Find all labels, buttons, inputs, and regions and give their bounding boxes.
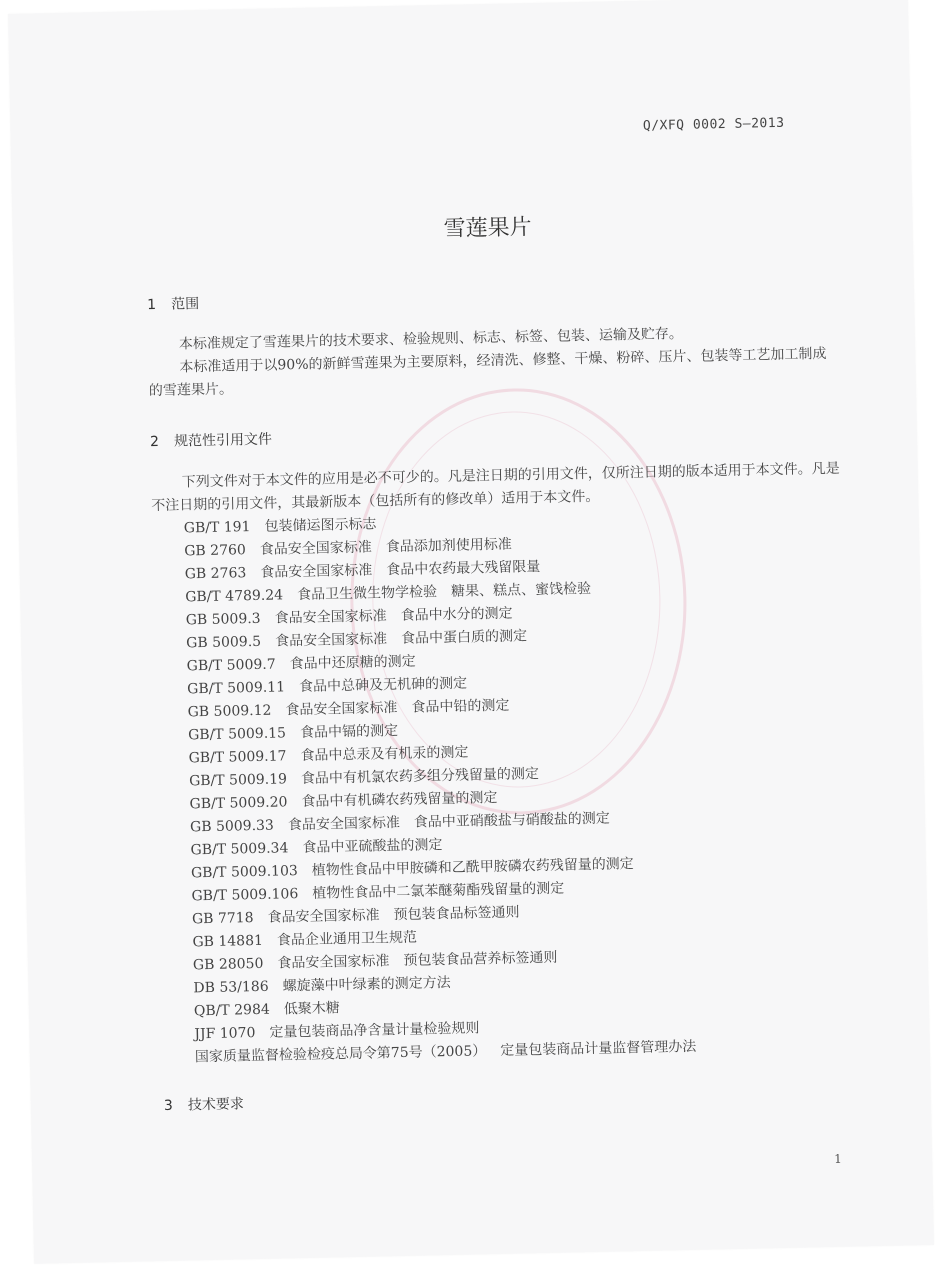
reference-code: GB 5009.12 <box>187 702 272 721</box>
reference-code: GB 7718 <box>191 910 254 928</box>
section-title: 技术要求 <box>187 1096 245 1114</box>
reference-code: GB/T 5009.11 <box>187 679 286 698</box>
section-heading-2 <box>150 429 272 452</box>
reference-title: 植物性食品中甲胺磷和乙酰甲胺磷农药残留量的测定 <box>311 856 634 879</box>
section-title: 规范性引用文件 <box>173 431 273 450</box>
reference-title: 食品中亚硫酸盐的测定 <box>302 837 443 857</box>
reference-title: 食品中镉的测定 <box>299 722 399 742</box>
reference-title: 低聚木糖 <box>283 1000 340 1018</box>
reference-title: 食品安全国家标准 食品中蛋白质的测定 <box>274 628 528 650</box>
reference-code: GB/T 5009.103 <box>190 863 298 882</box>
reference-code: GB/T 5009.20 <box>189 794 288 813</box>
section-heading-1 <box>147 293 199 314</box>
reference-list <box>184 507 697 1069</box>
reference-code: GB 5009.33 <box>189 817 275 836</box>
reference-code: GB 5009.5 <box>186 633 262 652</box>
reference-title: 食品中有机磷农药残留量的测定 <box>301 789 498 811</box>
reference-code: GB/T 5009.34 <box>190 840 289 859</box>
reference-title: 食品安全国家标准 食品中农药最大残留限量 <box>260 558 541 581</box>
reference-title: 食品安全国家标准 预包装食品标签通则 <box>267 904 520 926</box>
reference-title: 食品安全国家标准 食品添加剂使用标准 <box>259 536 512 558</box>
reference-code: GB 28050 <box>192 955 264 974</box>
reference-code: GB 5009.3 <box>185 610 261 629</box>
reference-title: 食品安全国家标准 预包装食品营养标签通则 <box>277 949 558 972</box>
reference-code: QB/T 2984 <box>193 1001 270 1020</box>
reference-title: 食品中总砷及无机砷的测定 <box>298 675 468 696</box>
document-sheet <box>8 0 934 1264</box>
reference-code: GB/T 5009.106 <box>191 886 299 905</box>
reference-title: 包装储运图示标志 <box>264 516 377 535</box>
reference-code: GB 2760 <box>184 542 247 560</box>
reference-code: GB 14881 <box>192 932 264 951</box>
reference-title: 食品中有机氯农药多组分残留量的测定 <box>300 766 540 788</box>
paragraph-references-intro: 下列文件对于本文件的应用是必不可少的。凡是注日期的引用文件，仅所注日期的版本适用于本文件。凡是不注日期的引用文件，其最新版本（包括所有的修改单）适用于本文件。 <box>151 460 840 515</box>
reference-code: GB/T 5009.15 <box>187 725 287 744</box>
reference-code: GB/T 5009.17 <box>188 748 287 767</box>
reference-title: 定量包装商品计量监督管理办法 <box>500 1038 697 1059</box>
reference-code: GB/T 5009.19 <box>188 771 288 790</box>
section-number: 1 <box>146 296 157 314</box>
reference-title: 食品卫生微生物学检验 糖果、糕点、蜜饯检验 <box>296 580 592 604</box>
paragraph-scope-1: 本标准规定了雪莲果片的技术要求、检验规则、标志、标签、包装、运输及贮存。 <box>178 325 684 353</box>
paragraph-scope-2: 本标准适用于以90%的新鲜雪莲果为主要原料，经清洗、修整、干燥、粉碎、压片、包装等工艺加工制成的雪莲果片。 <box>148 345 827 400</box>
section-title: 范围 <box>170 296 200 313</box>
document-title: 雪莲果片 <box>443 215 532 242</box>
reference-title: 食品企业通用卫生规范 <box>276 929 418 949</box>
reference-code: GB 2763 <box>184 565 247 583</box>
reference-code: 国家质量监督检验检疫总局令第75号（2005） <box>194 1043 487 1066</box>
standard-code: Q/XFQ 0002 S—2013 <box>642 115 785 134</box>
section-number: 3 <box>163 1097 173 1114</box>
reference-code: GB/T 5009.7 <box>186 656 276 675</box>
reference-title: 食品中还原糖的测定 <box>289 653 416 673</box>
reference-title: 植物性食品中二氯苯醚菊酯残留量的测定 <box>312 880 565 902</box>
section-heading-3 <box>164 1093 244 1115</box>
section-number: 2 <box>149 433 160 451</box>
reference-title: 食品中总汞及有机汞的测定 <box>300 744 469 765</box>
reference-code: GB/T 4789.24 <box>185 587 284 606</box>
reference-title: 螺旋藻中叶绿素的测定方法 <box>282 974 451 995</box>
reference-title: 食品安全国家标准 食品中亚硝酸盐与硝酸盐的测定 <box>287 810 610 834</box>
reference-code: GB/T 191 <box>183 519 251 537</box>
page-number: 1 <box>834 1151 842 1166</box>
reference-code: DB 53/186 <box>193 978 269 997</box>
reference-code: JJF 1070 <box>194 1025 256 1043</box>
reference-title: 定量包装商品净含量计量检验规则 <box>269 1020 480 1041</box>
reference-title: 食品安全国家标准 食品中铅的测定 <box>285 697 510 719</box>
reference-title: 食品安全国家标准 食品中水分的测定 <box>274 605 513 627</box>
